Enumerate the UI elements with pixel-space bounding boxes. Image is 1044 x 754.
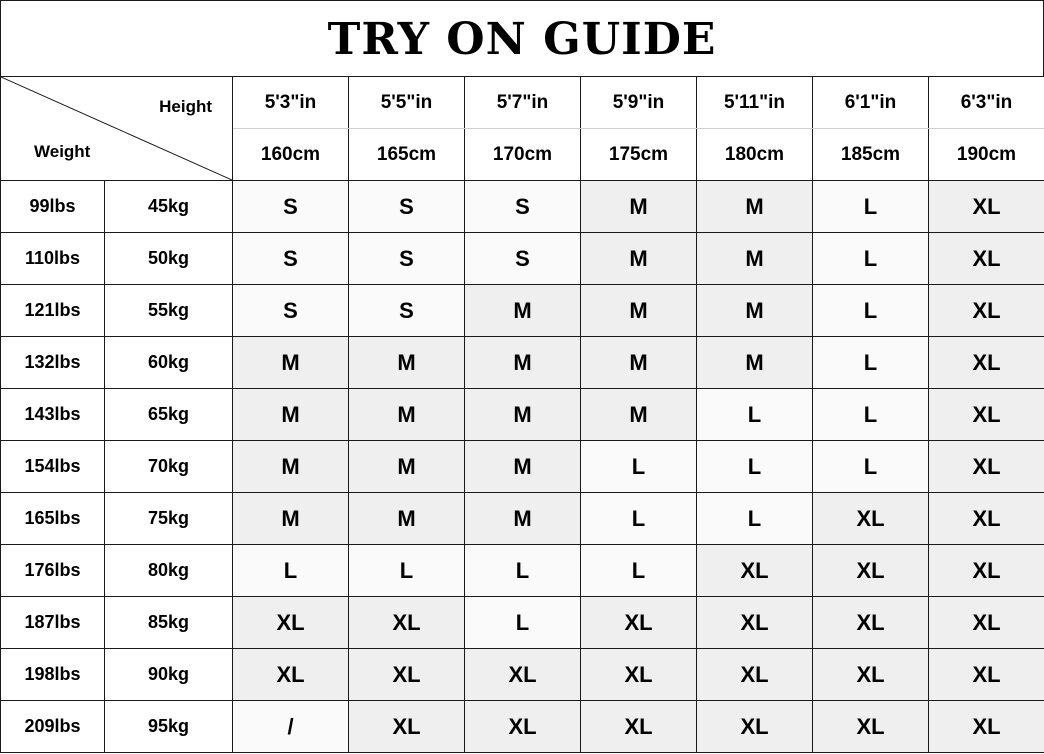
weight-kg-cell: 55kg — [105, 285, 233, 337]
size-cell: L — [697, 389, 813, 441]
size-cell: S — [233, 233, 349, 285]
size-cell: M — [233, 389, 349, 441]
weight-lbs-cell: 121lbs — [1, 285, 105, 337]
diagonal-divider — [1, 77, 232, 180]
size-cell: XL — [929, 285, 1044, 337]
weight-kg-cell: 80kg — [105, 545, 233, 597]
size-cell: XL — [929, 597, 1044, 649]
weight-kg-cell: 65kg — [105, 389, 233, 441]
size-cell: XL — [929, 181, 1044, 233]
height-in-header: 5'5"in — [349, 77, 465, 129]
table-row — [1, 493, 1044, 545]
size-cell: M — [465, 441, 581, 493]
size-cell: XL — [929, 701, 1044, 753]
size-cell: XL — [929, 493, 1044, 545]
size-cell: XL — [581, 597, 697, 649]
weight-lbs-cell: 187lbs — [1, 597, 105, 649]
height-cm-header: 190cm — [929, 129, 1044, 181]
size-cell: M — [581, 285, 697, 337]
size-cell: M — [697, 285, 813, 337]
size-cell: L — [465, 545, 581, 597]
size-cell: M — [465, 285, 581, 337]
size-cell: M — [349, 389, 465, 441]
weight-lbs-cell: 198lbs — [1, 649, 105, 701]
table-row — [1, 389, 1044, 441]
size-cell: L — [813, 233, 929, 285]
height-in-header: 6'1"in — [813, 77, 929, 129]
size-cell: L — [581, 441, 697, 493]
size-cell: XL — [813, 493, 929, 545]
size-cell: XL — [813, 545, 929, 597]
size-cell: / — [233, 701, 349, 753]
size-cell: S — [349, 233, 465, 285]
weight-kg-cell: 75kg — [105, 493, 233, 545]
height-cm-header: 180cm — [697, 129, 813, 181]
size-cell: L — [813, 441, 929, 493]
size-cell: XL — [697, 597, 813, 649]
weight-kg-cell: 70kg — [105, 441, 233, 493]
size-cell: M — [349, 493, 465, 545]
size-cell: M — [581, 181, 697, 233]
size-cell: XL — [929, 545, 1044, 597]
size-cell: S — [465, 233, 581, 285]
weight-label: Weight — [34, 142, 91, 161]
size-table — [0, 76, 1044, 753]
size-cell: XL — [581, 649, 697, 701]
size-cell: M — [233, 337, 349, 389]
table-row — [1, 337, 1044, 389]
size-cell: XL — [929, 649, 1044, 701]
weight-lbs-cell: 209lbs — [1, 701, 105, 753]
height-cm-header: 165cm — [349, 129, 465, 181]
size-cell: XL — [929, 233, 1044, 285]
size-cell: S — [349, 181, 465, 233]
size-cell: S — [349, 285, 465, 337]
height-cm-header: 160cm — [233, 129, 349, 181]
table-row — [1, 701, 1044, 753]
size-cell: M — [349, 337, 465, 389]
table-row — [1, 649, 1044, 701]
size-cell: M — [697, 181, 813, 233]
size-cell: L — [349, 545, 465, 597]
size-cell: S — [233, 181, 349, 233]
size-cell: S — [233, 285, 349, 337]
size-cell: XL — [813, 649, 929, 701]
size-cell: L — [813, 285, 929, 337]
size-cell: L — [233, 545, 349, 597]
size-cell: XL — [813, 597, 929, 649]
size-cell: XL — [233, 649, 349, 701]
weight-lbs-cell: 132lbs — [1, 337, 105, 389]
size-cell: L — [581, 545, 697, 597]
weight-lbs-cell: 154lbs — [1, 441, 105, 493]
height-in-header: 5'11"in — [697, 77, 813, 129]
size-cell: M — [233, 441, 349, 493]
size-cell: L — [465, 597, 581, 649]
height-in-header: 5'7"in — [465, 77, 581, 129]
weight-lbs-cell: 143lbs — [1, 389, 105, 441]
height-cm-header: 175cm — [581, 129, 697, 181]
weight-kg-cell: 50kg — [105, 233, 233, 285]
weight-kg-cell: 45kg — [105, 181, 233, 233]
size-cell: XL — [233, 597, 349, 649]
weight-lbs-cell: 165lbs — [1, 493, 105, 545]
weight-kg-cell: 60kg — [105, 337, 233, 389]
size-cell: XL — [929, 389, 1044, 441]
size-cell: XL — [349, 597, 465, 649]
size-cell: XL — [697, 701, 813, 753]
size-cell: M — [581, 233, 697, 285]
table-row — [1, 285, 1044, 337]
size-cell: XL — [581, 701, 697, 753]
size-cell: XL — [465, 649, 581, 701]
weight-lbs-cell: 99lbs — [1, 181, 105, 233]
table-row — [1, 597, 1044, 649]
size-cell: M — [697, 337, 813, 389]
size-cell: M — [581, 389, 697, 441]
size-cell: XL — [465, 701, 581, 753]
size-cell: M — [465, 493, 581, 545]
height-in-header: 5'3"in — [233, 77, 349, 129]
size-cell: L — [813, 337, 929, 389]
size-cell: L — [813, 389, 929, 441]
page-title: TRY ON GUIDE — [0, 0, 1044, 77]
table-row — [1, 181, 1044, 233]
size-cell: XL — [929, 337, 1044, 389]
size-cell: M — [465, 337, 581, 389]
height-in-header: 6'3"in — [929, 77, 1044, 129]
size-cell: M — [349, 441, 465, 493]
weight-kg-cell: 95kg — [105, 701, 233, 753]
height-cm-header: 170cm — [465, 129, 581, 181]
weight-lbs-cell: 110lbs — [1, 233, 105, 285]
size-cell: M — [581, 337, 697, 389]
size-cell: M — [465, 389, 581, 441]
size-cell: L — [813, 181, 929, 233]
table-row — [1, 233, 1044, 285]
size-cell: L — [581, 493, 697, 545]
height-cm-header: 185cm — [813, 129, 929, 181]
size-cell: S — [465, 181, 581, 233]
corner-header — [1, 77, 233, 181]
size-cell: XL — [349, 649, 465, 701]
size-cell: M — [233, 493, 349, 545]
weight-kg-cell: 90kg — [105, 649, 233, 701]
table-row — [1, 441, 1044, 493]
table-row — [1, 545, 1044, 597]
size-cell: XL — [697, 545, 813, 597]
size-cell: XL — [929, 441, 1044, 493]
height-label: Height — [159, 97, 212, 116]
size-cell: M — [697, 233, 813, 285]
size-cell: L — [697, 493, 813, 545]
size-cell: XL — [813, 701, 929, 753]
size-cell: XL — [349, 701, 465, 753]
weight-kg-cell: 85kg — [105, 597, 233, 649]
height-in-header: 5'9"in — [581, 77, 697, 129]
size-cell: L — [697, 441, 813, 493]
weight-lbs-cell: 176lbs — [1, 545, 105, 597]
size-cell: XL — [697, 649, 813, 701]
